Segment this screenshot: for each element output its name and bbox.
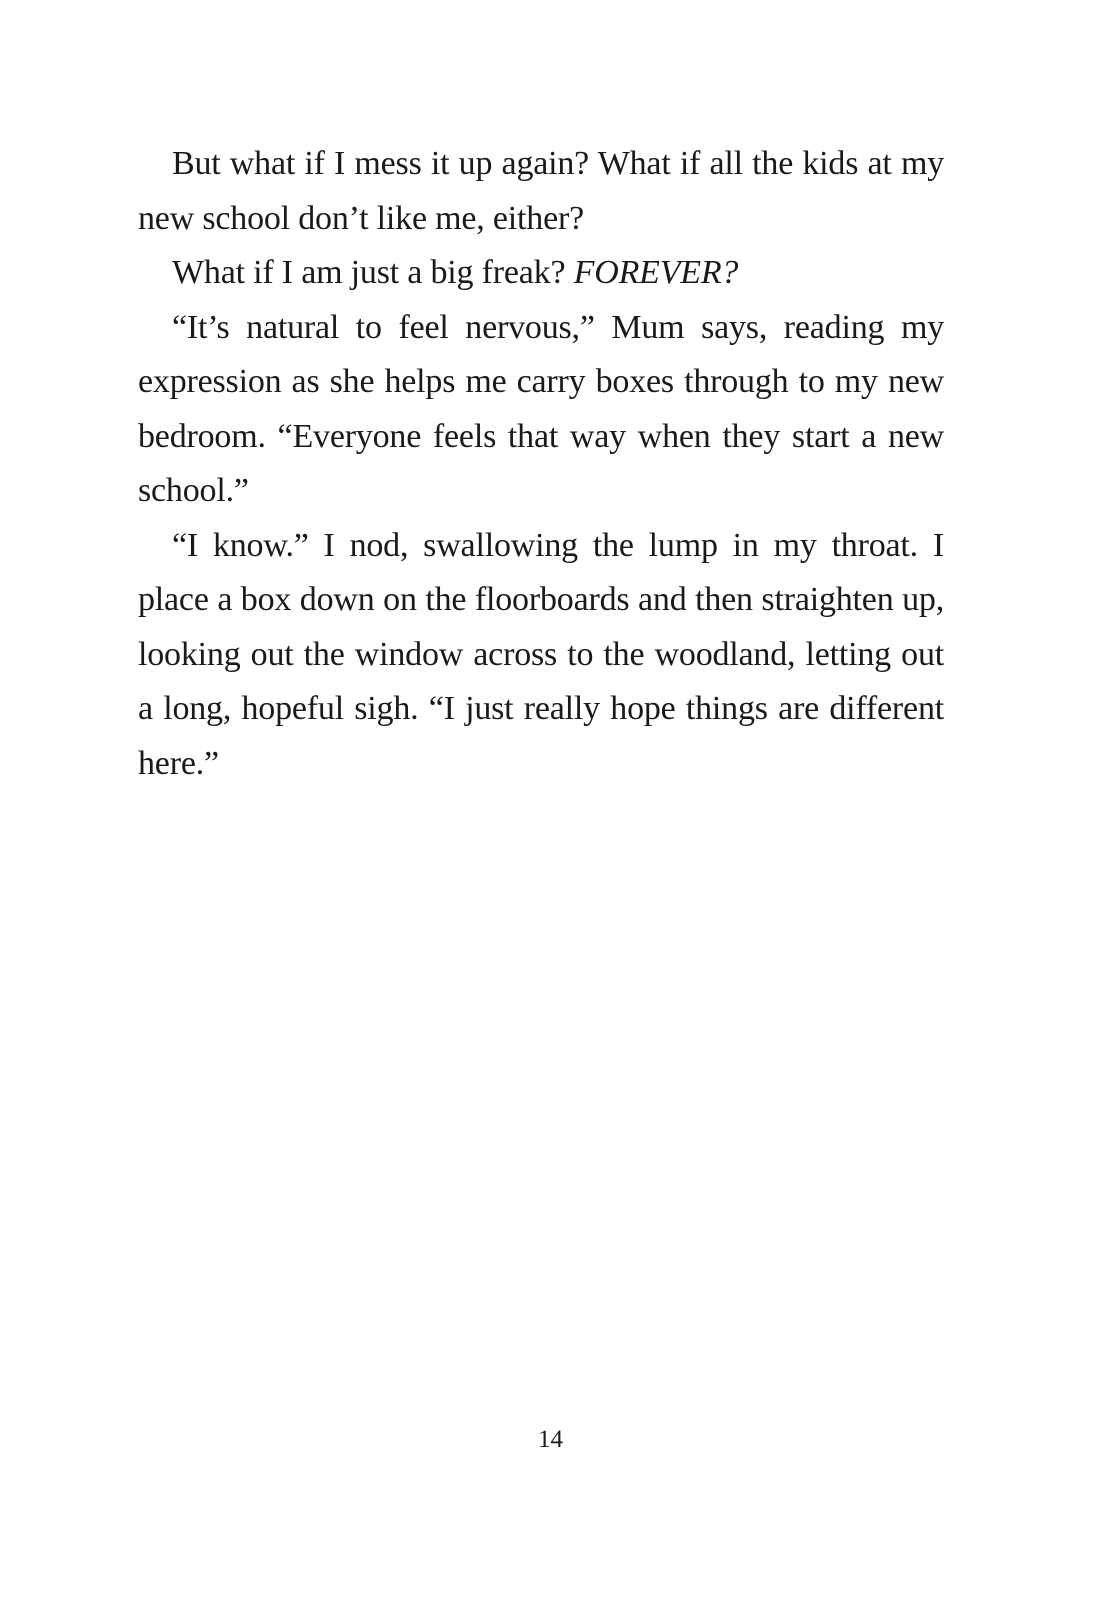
paragraph-3: “It’s natural to feel nervous,” Mum says, reading my expression as she helps me carry boxes through to my new bedroom. “Everyone feels that way when they start a new school.” — [138, 308, 944, 509]
emphasized-text: FOREVER? — [573, 254, 739, 291]
body-text — [138, 137, 944, 791]
paragraph-1: But what if I mess it up again? What if all the kids at my new school don’t like me, either? — [138, 145, 944, 237]
page-number: 14 — [538, 1426, 563, 1453]
paragraph-2 — [138, 246, 944, 301]
paragraph-2-text: What if I am just a big freak? — [172, 254, 574, 291]
paragraph-4: “I know.” I nod, swallowing the lump in my throat. I place a box down on the floorboards and then straighten up, looking out the window across to the woodland, letting out a long, hopeful sigh. “I just really hope things are different here.” — [138, 526, 944, 782]
